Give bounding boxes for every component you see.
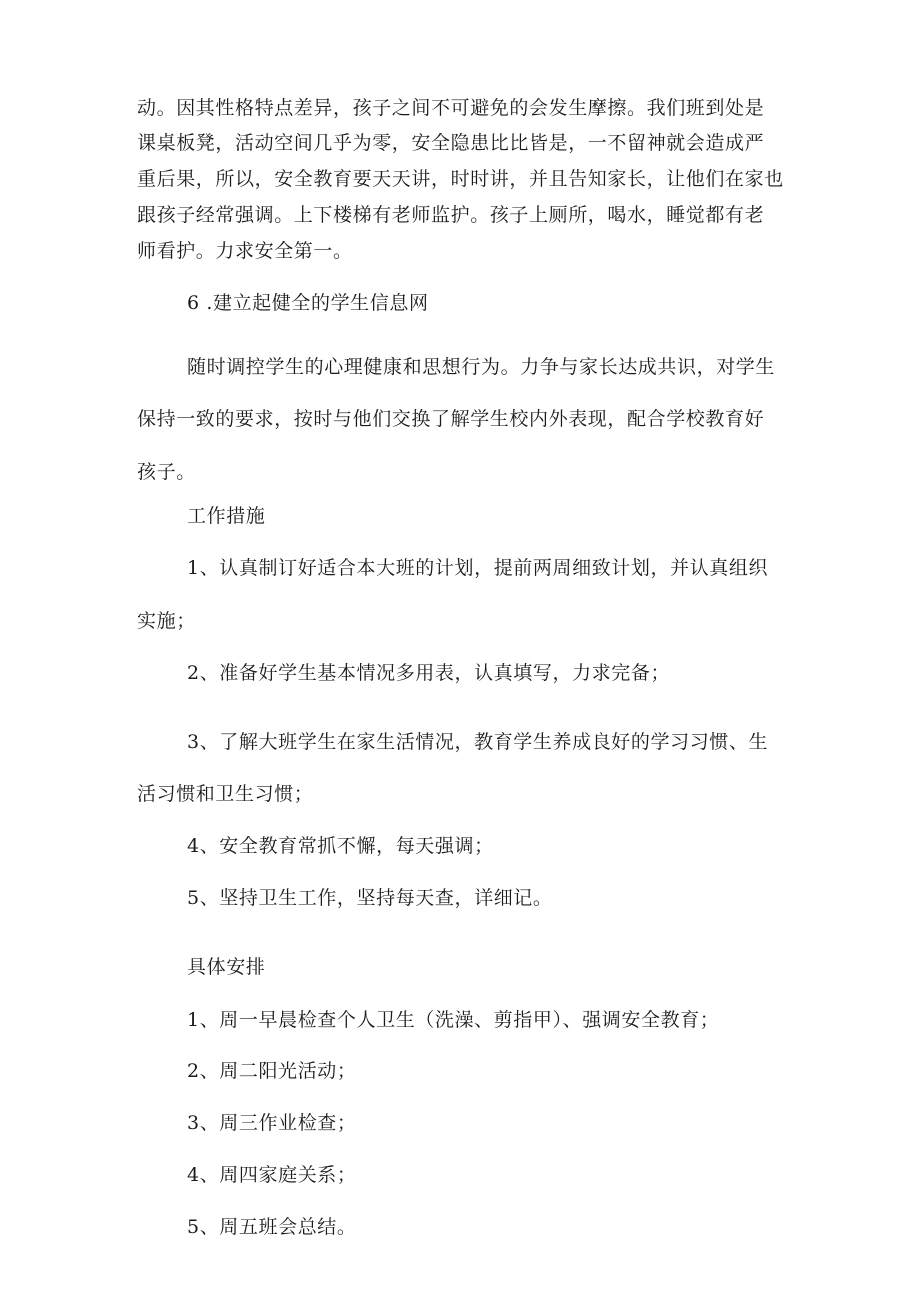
body-text-line: 课桌板凳，活动空间几乎为零，安全隐患比比皆是，一不留神就会造成严 xyxy=(137,132,765,154)
body-text-line: 孩子。 xyxy=(137,461,196,483)
list-item: 2、准备好学生基本情况多用表，认真填写，力求完备； xyxy=(187,662,671,684)
list-item: 4、安全教育常抓不懈，每天强调； xyxy=(187,835,494,857)
list-item-continuation: 活习惯和卫生习惯； xyxy=(137,783,314,805)
list-item: 4、周四家庭关系； xyxy=(187,1164,357,1186)
body-text-line: 重后果，所以，安全教育要天天讲，时时讲，并且告知家长，让他们在家也 xyxy=(137,168,784,190)
list-item: 3、周三作业检查； xyxy=(187,1112,357,1134)
list-item: 1、周一早晨检查个人卫生（洗澡、剪指甲）、强调安全教育； xyxy=(187,1009,720,1031)
section-heading: 具体安排 xyxy=(187,956,266,978)
list-item: 3、了解大班学生在家生活情况，教育学生养成良好的学习习惯、生 xyxy=(187,731,769,753)
body-text-line: 跟孩子经常强调。上下楼梯有老师监护。孩子上厕所，喝水，睡觉都有老 xyxy=(137,204,765,226)
list-item-continuation: 实施； xyxy=(137,610,196,632)
body-text-line: 保持一致的要求，按时与他们交换了解学生校内外表现，配合学校教育好 xyxy=(137,408,765,430)
section-heading: 6 .建立起健全的学生信息网 xyxy=(187,292,429,314)
list-item: 2、周二阳光活动； xyxy=(187,1060,357,1082)
body-text-line: 随时调控学生的心理健康和思想行为。力争与家长达成共识，对学生 xyxy=(187,356,776,378)
list-item: 1、认真制订好适合本大班的计划，提前两周细致计划，并认真组织 xyxy=(187,557,769,579)
section-heading: 工作措施 xyxy=(187,505,266,527)
body-text-line: 师看护。力求安全第一。 xyxy=(137,240,353,262)
list-item: 5、坚持卫生工作，坚持每天查，详细记。 xyxy=(187,887,553,909)
list-item: 5、周五班会总结。 xyxy=(187,1216,357,1238)
body-text-line: 动。因其性格特点差异，孩子之间不可避免的会发生摩擦。我们班到处是 xyxy=(137,97,765,119)
